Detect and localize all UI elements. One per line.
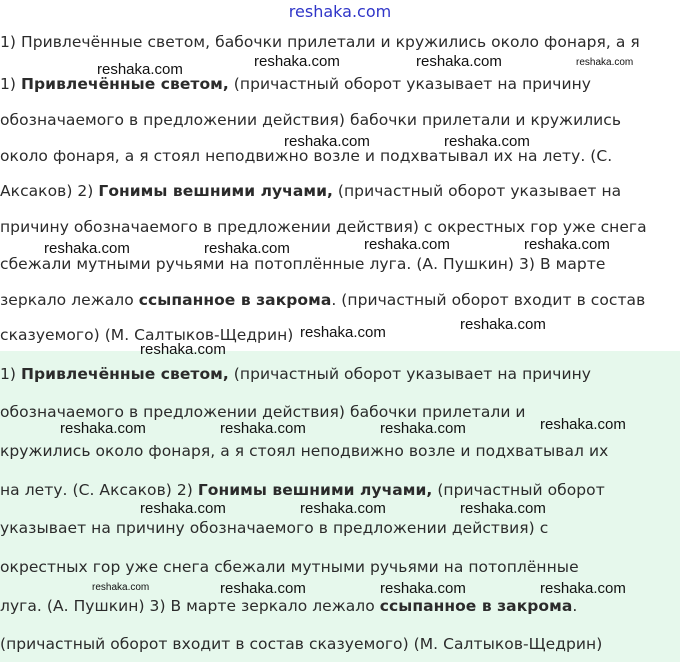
watermark: reshaka.com [220,580,306,597]
text-fragment: (причастный оборот [432,481,605,499]
text-line: окрестных гор уже снега сбежали мутными ручьями на потоплённые [0,558,579,576]
text-line: сбежали мутными ручьями на потоплённые луга. (А. Пушкин) 3) В марте [0,255,606,273]
watermark: reshaka.com [444,133,530,150]
watermark: reshaka.com [540,580,626,597]
watermark: reshaka.com [140,341,226,358]
watermark: reshaka.com [380,420,466,437]
text-fragment: Аксаков) 2) [0,182,99,200]
watermark: reshaka.com [284,133,370,150]
watermark: reshaka.com [524,236,610,253]
watermark: reshaka.com [44,240,130,257]
text-line [0,181,621,201]
text-line [0,74,591,94]
watermark: reshaka.com [300,324,386,341]
text-fragment: на лету. (С. Аксаков) 2) [0,481,198,499]
text-fragment: (причастный оборот указывает на причину [228,365,591,383]
item-number: 1) [0,75,21,93]
text-fragment: . (причастный оборот входит в состав [331,291,646,309]
watermark: reshaka.com [92,582,150,593]
bold-phrase: Гонимы вешними лучами, [197,481,433,499]
text-line [0,290,645,310]
text-line: обозначаемого в предложении действия) бабочки прилетали и кружились [0,111,622,129]
watermark: reshaka.com [220,420,306,437]
text-fragment: (причастный оборот указывает на [332,182,622,200]
text-fragment: . [572,597,578,615]
text-line [0,364,591,384]
watermark: reshaka.com [254,53,340,70]
watermark: reshaka.com [416,53,502,70]
watermark: reshaka.com [540,416,626,433]
text-line: (причастный оборот входит в состав сказуемого) (М. Салтыков-Щедрин) [0,635,603,653]
text-fragment: (причастный оборот указывает на причину [228,75,591,93]
header-watermark: reshaka.com [288,2,392,21]
text-line [0,596,577,616]
bold-phrase: ссыпанное в закрома [138,291,332,309]
bold-phrase: Привлечённые светом, [21,365,229,383]
text-fragment: луга. (А. Пушкин) 3) В марте зеркало лежало [0,597,380,615]
watermark: reshaka.com [204,240,290,257]
text-line: обозначаемого в предложении действия) бабочки прилетали и [0,403,526,421]
text-line: причину обозначаемого в предложении действия) с окрестных гор уже снега [0,218,647,236]
text-line: около фонаря, а я стоял неподвижно возле и подхватывал их на лету. (С. [0,147,613,165]
text-line: сказуемого) (М. Салтыков-Щедрин) [0,326,294,344]
watermark: reshaka.com [576,57,634,68]
bold-phrase: Гонимы вешними лучами, [98,182,333,200]
watermark: reshaka.com [140,500,226,517]
item-number: 1) [0,365,21,383]
text-line: указывает на причину обозначаемого в предложении действия) с [0,519,549,537]
watermark: reshaka.com [380,580,466,597]
watermark: reshaka.com [364,236,450,253]
watermark: reshaka.com [300,500,386,517]
text-line [0,480,605,500]
bold-phrase: ссыпанное в закрома [379,597,573,615]
bold-phrase: Привлечённые светом, [21,75,229,93]
text-fragment: зеркало лежало [0,291,139,309]
watermark: reshaka.com [460,316,546,333]
text-line: 1) Привлечённые светом, бабочки прилетали и кружились около фонаря, а я [0,33,640,51]
watermark: reshaka.com [60,420,146,437]
text-line: кружились около фонаря, а я стоял неподвижно возле и подхватывал их [0,442,609,460]
watermark: reshaka.com [460,500,546,517]
watermark: reshaka.com [97,61,183,78]
